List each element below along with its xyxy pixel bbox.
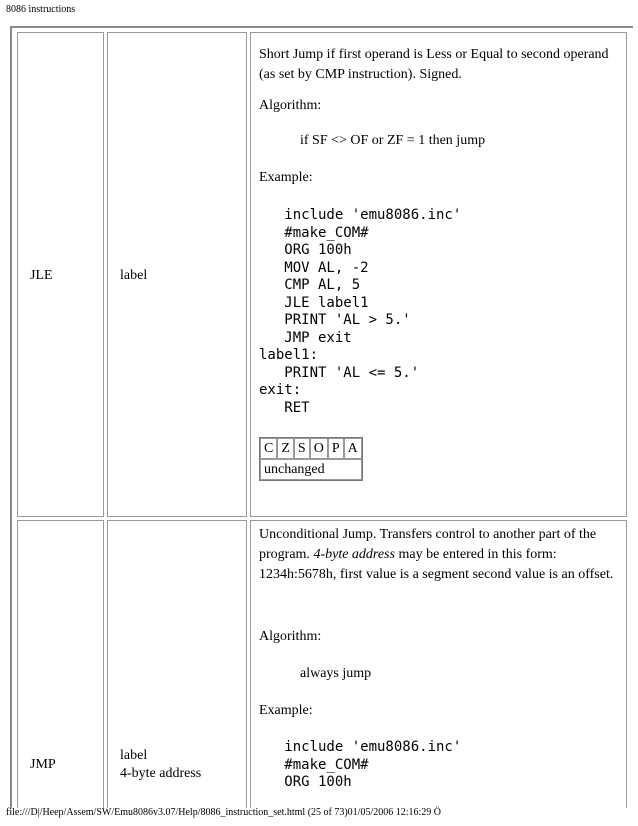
flag-z: Z xyxy=(277,438,294,459)
instruction-name: JLE xyxy=(30,268,53,283)
description-cell xyxy=(250,520,627,808)
flags-status: unchanged xyxy=(260,459,362,480)
algorithm-text: always jump xyxy=(300,666,372,681)
example-code: include 'emu8086.inc' #make_COM# ORG 100h xyxy=(284,739,462,790)
operand: label xyxy=(120,268,148,283)
operand: 4-byte address xyxy=(120,766,202,781)
description-part: may be entered in this form: 1234h:5678h, first value is a segment second value is an offset. xyxy=(259,547,614,582)
instruction-table xyxy=(10,26,633,808)
flags-table xyxy=(259,437,363,481)
example-label: Example: xyxy=(259,703,313,718)
flag-o: O xyxy=(310,438,328,459)
example-code: include 'emu8086.inc' #make_COM# ORG 100h MOV AL, -2 CMP AL, 5 JLE label1 PRINT 'AL > 5.' JMP exit label1: PRINT 'AL <= 5.' exit: RET xyxy=(259,207,462,416)
example-label: Example: xyxy=(259,170,313,185)
algorithm-label: Algorithm: xyxy=(259,98,322,113)
instruction-cell xyxy=(17,520,104,808)
algorithm-label: Algorithm: xyxy=(259,629,322,644)
flag-s: S xyxy=(294,438,310,459)
operands-cell xyxy=(107,32,247,517)
description-cell xyxy=(250,32,627,517)
description-emphasis: 4-byte address xyxy=(313,547,395,562)
operands-cell xyxy=(107,520,247,808)
flag-p: P xyxy=(328,438,344,459)
instruction-name: JMP xyxy=(30,757,56,772)
flag-a: A xyxy=(344,438,362,459)
algorithm-text: if SF <> OF or ZF = 1 then jump xyxy=(300,133,486,148)
page-header: 8086 instructions xyxy=(6,4,76,15)
flag-c: C xyxy=(260,438,277,459)
description-text xyxy=(259,525,621,585)
description-part: Unconditional Jump. Transfers control to another part of the program. xyxy=(259,527,597,562)
operand: label xyxy=(120,748,148,763)
description-text: Short Jump if first operand is Less or Equal to second operand (as set by CMP instruction). Signed. xyxy=(259,47,609,82)
page-footer: file:///D|/Heep/Assem/SW/Emu8086v3.07/Help/8086_instruction_set.html (25 of 73)01/05/2006 12:16:29 Ö xyxy=(6,807,442,818)
instruction-cell xyxy=(17,32,104,517)
